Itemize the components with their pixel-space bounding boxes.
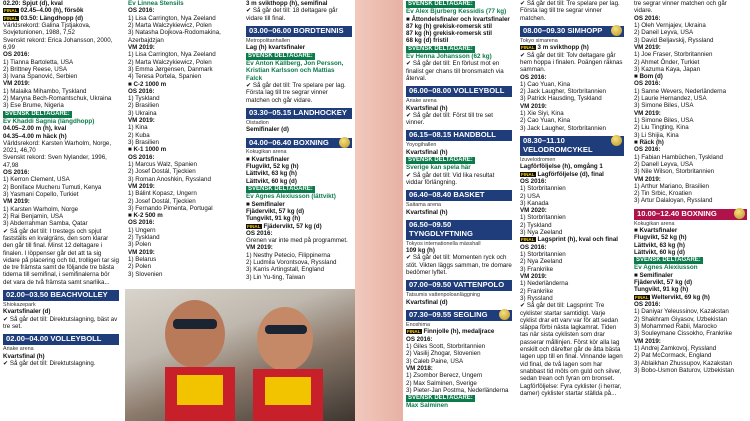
medal-icon (734, 208, 745, 219)
event-line: Kvartsfinaler (d) (3, 308, 51, 316)
event-line: 3 m svikthopp (h), semifinal (246, 0, 328, 7)
swedish-athlete: Ev Alex Bjurberg Kessidis (77 kg) (406, 8, 507, 16)
event-line: FINAL Weltervikt, 69 kg (h) (635, 293, 710, 301)
final-badge: FINAL (247, 223, 261, 229)
how-it-works: ✔ Så går det till: Momenten ryck och stöt. Vikten läggs samman, tre domare bedömer lyftet. (406, 254, 512, 277)
how-it-works: ✔ Så går det till: 18 deltagare går vidare till final. (246, 7, 338, 22)
swedish-athlete: Ev Agnes Alexiusson (634, 264, 698, 272)
final-badge: FINAL (635, 294, 649, 300)
swedish-athlete: Ev Linnea Stensils (128, 0, 184, 7)
schedule-band-water-polo: 07.00–09.50 VATTENPOLO (406, 280, 512, 291)
venue: Enoshima (406, 321, 430, 328)
schedule-band-basketball: 06.40–08.40 BASKET (406, 190, 512, 201)
schedule-band-diving: 08.00–09.30 SIMHOPP (520, 26, 624, 37)
schedule-band-boxing: 10.00–12.40 BOXNING (634, 209, 747, 220)
how-it-works: ✔ Så går det till: Direktutslagning. (3, 359, 96, 367)
event-line: FINAL Lagsprint (h), kval och final (521, 236, 618, 244)
column-3: 3 m svikthopp (h), semifinal ✔ Så går det till: 18 deltagare går vidare till final. 03.00–06.00 BORDTENNIS Metropolitanhallen Lag (h) kvartsfinaler SVENSK DELTAGARE: Ev Anton Källberg, Jon Persson, Kristian Karlsson och Mattias Falck ✔ Så går det till: Tre spelare per lag. Första lag till tre segrar vinner matchen och går vidare. 03.30–05.15 LANDHOCKEY Oistadion Semifinaler (d) 04.00–06.40 BOXNING Kokugikan arena ■ Kvartsfinaler Flugvikt, 52 kg (h) Lättvikt, 63 kg (h) Lättvikt, 60 kg (d) SVENSK DELTAGARE: Ev Agnes Alexiusson (lättvikt) ■ Semifinaler Fjädervikt, 57 kg (d) Tungvikt, 91 kg (h) FINAL Fjädervikt, 57 kg (d) OS 2016: Grenen var inte med på programmet. VM 2019: 1) Nesthy Petecio, Filippinerna 2) Ludmila Vorontsova, Ryssland 3) Karris Artingstall, England 3) Lin Yu-ting, Taiwan (243, 0, 355, 421)
column-5: SVENSK DELTAGARE: Ev Alex Bjurberg Kessidis (77 kg) ■ Åttondelsfinaler och kvartsfinaler 87 kg (h) grekisk-romersk stil 87 kg (h) grekisk-romersk stil 68 kg (d) fristil SVENSK DELTAGARE: Ev Henna Johansson (62 kg) ✔ Så går det till: En förlust mot en finalist ger chans till bronsmatch via återval. 06.00–08.00 VOLLEYBOLL Ariake arena Kvartsfinal (h) ✔ Så går det till: Först till tre set vinner. 06.15–08.15 HANDBOLL Yoyogihallen Kvartsfinal (h) SVENSK DELTAGARE: Sverige kan spela här ✔ Så går det till: Vid lika resultat viddar förlängning. 06.40–08.40 BASKET Saitama arena Kvartsfinal (h) 06.50–09.50 TYNGDLYFTNING Tokyos internationella mässhall 109 kg (h) ✔ Så går det till: Momenten ryck och stöt. Vikten läggs samman, tre domare bedömer lyftet. 07.00–09.50 VATTENPOLO Tatsumis vattenpoloanläggning Kvartsfinal (d) 07.30–09.55 SEGLING Enoshima FINAL Finnjolle (h), medaljrace OS 2016: 1) Giles Scott, Storbritannien 2) Vasilij Zhogar, Slovenien 3) Caleb Paine, USA VM 2018: 1) Zsombor Berecz, Ungern 2) Max Salminen, Sverige 3) Pieter-Jan Postma, Nederländerna SVENSK DELTAGARE: Max Salminen (406, 1, 512, 410)
venue: Shiokazepark (3, 302, 36, 309)
venue: Tokyo simarena (520, 37, 558, 44)
swedish-participant-label: SVENSK DELTAGARE: (5, 110, 70, 117)
schedule-band-sailing: 07.30–09.55 SEGLING (406, 310, 512, 321)
event-line: FINAL Lagförföljelse (d), final (521, 170, 604, 178)
final-badge: FINAL (4, 8, 18, 14)
swedish-athlete: Max Salminen (406, 402, 448, 410)
results-list: OS 2016: 1) Lisa Carrington, Nya Zeeland 2) Marta Walczykiewicz, Polen 3) Natasha Dojkova-Rodomakina, Azerbajdzjan VM 2019: 1) Lisa Carrington, Nya Zeeland 2) Marta Walczykiewicz, Polen 3) Emma Jørgensen, Danmark 4) Teresa Portela, Spanien ■ C-2 1000 m OS 2016: 1) Tyskland 2) Brasilien 3) Ukraina VM 2019: 1) Kina 2) Kuba 3) Brasilien ■ K-1 1000 m OS 2016: 1) Marcus Walz, Spanien 2) Josef Dostál, Tjeckien 3) Roman Anoshkin, Ryssland VM 2019: 1) Bálint Kopasz, Ungern 2) Josef Dostál, Tjeckien 3) Fernando Pimenta, Portugal ■ K-2 500 m OS 2016: 1) Ungern 2) Tyskland 3) Polen VM 2019: 1) Belarus 2) Polen 3) Slovenien (128, 7, 221, 278)
swedish-participant-label: SVENSK DELTAGARE: (408, 395, 473, 402)
how-it-works: ✔ Så går det till: En förlust mot en finalist ger chans till bronsmatch via återval. (406, 60, 504, 82)
medal-icon (611, 135, 622, 146)
venue: Kokugikan arena (634, 220, 675, 227)
schedule-band-table-tennis: 03.00–06.00 BORDTENNIS (246, 26, 352, 37)
event-line: Kvartsfinal (h) (3, 352, 45, 360)
final-badge: FINAL (521, 45, 535, 51)
photo-strip (355, 0, 403, 421)
how-it-works: ✔ Så går det till: Tre spelare per lag. Första lag till tre segrar vinner matchen och går vidare. (246, 81, 346, 104)
schedule-band-track-cycling: 08.30–11.10 VELODROMCYKEL (520, 136, 624, 156)
event-line: FINAL Fjädervikt, 57 kg (d) (247, 222, 322, 230)
schedule-band-beachvolley: 02.00–03.50 BEACHVOLLEY (3, 290, 119, 301)
column-6: ✔ Så går det till: Tre spelare per lag. Första lag till tre segrar vinner matchen. 08.00–09.30 SIMHOPP Tokyo simarena FINAL 3 m svikthopp (h) ✔ Så går det till: Tolv deltagare går hem hoppa i finalen. Poängen räknas samman. OS 2016: 1) Cao Yuan, Kina 2) Jack Laugher, Storbritannien 3) Patrick Hausding, Tyskland VM 2019: 1) Xie Siyi, Kina 2) Cao Yuan, Kina 3) Jack Laugher, Storbritannien 08.30–11.10 VELODROMCYKEL Izuvelodromen Lagförföljelse (h), omgång 1 FINAL Lagförföljelse (d), final OS 2016: 1) Storbritannien 2) USA 3) Kanada VM 2020: 1) Storbritannien 2) Tyskland 3) Nya Zeeland FINAL Lagsprint (h), kval och final OS 2016: 1) Storbritannien 2) Nya Zeeland 3) Frankrike VM 2019: 1) Nederländerna 2) Frankrike 3) Ryssland ✔ Så går det till: Lagsprint: Tre cyklister startar samtidigt. Varje cyklist drar ett varv var för att sedan släppa förbi nästa lagkamrat. Tiden tas när sista cyklisten som drar passerar mållinjen. Först kör alla lag enskilt och därefter går de åtta bästa lagen upp till en final. Vinnande lagen vid final, de två lagen som har snabbast tid möts om guld och silver, sedan trean och fyran om bronset. Lagförföljelse: Fyra cyklister (i herrar, damer) cyklister startar ställda på... (520, 0, 623, 397)
kayak-athletes-photo (125, 289, 355, 421)
swedish-participant-label: SVENSK DELTAGARE: (408, 157, 473, 164)
event-line: Semifinaler (d) (246, 126, 289, 134)
venue: Oistadion (246, 119, 269, 126)
record-list: 04.05–2.00 m (h), kval 04.35–4.00 m häck (h) Världsrekord: Karsten Warholm, Norge, 2021, 46,70 Svenskt rekord: Sven Nylander, 1996, 47,98 OS 2016: 1) Kerron Clement, USA 2) Boniface Mucheru Tumuti, Kenya 3) Yasmani Copello, Turkiet VM 2019: 1) Karsten Warholm, Norge 2) Rai Benjamin, USA 3) Abderrahman Samba, Qatar ✔ Så går det till: I trestegs och spjut fastställs en kvalgräns, den som klarar den går till final. Minst 12 deltagare i finalen. I löppenser går det att ta sig vidare på placering och tid, trolligen tar sig de tre främsta samt de följande tre bästa tiderna till semifinal, i semifinalerna bör det vara de två främsta samt snarlika... (3, 125, 119, 286)
venue: Yoyogihallen (406, 142, 437, 149)
how-it-works: ✔ Så går det till: Direktutslagning, bäst av tre set. (3, 315, 118, 331)
swedish-participant-label: SVENSK DELTAGARE: (636, 257, 701, 264)
final-badge: FINAL (521, 237, 535, 243)
medal-icon (611, 25, 622, 36)
venue: Ariake arena (406, 98, 437, 105)
swedish-athlete: Ev Henna Johansson (62 kg) (406, 52, 492, 60)
medal-icon (339, 137, 350, 148)
swedish-athlete: Ev Khaddi Sagnia (längdhopp) (3, 117, 95, 125)
swedish-athlete: Sverige kan spela här (406, 164, 471, 172)
final-badge: FINAL (4, 15, 18, 21)
how-it-works: ✔ Så går det till: Först till tre set vinner. (406, 111, 494, 127)
how-it-works: ✔ Så går det till: Lagsprint: Tre cyklister startar samtidigt. Varje cyklist drar ett varv var för att sedan släppa förbi nästa lagkamrat. Tiden tas när sista cyklisten som drar passerar mållinjen. Först kör alla lag enskilt och därefter går de åtta bästa lagen upp till en final. Vinnande lagen vid final, de två lagen som har snabbast tid möts om guld och silver, sedan trean och fyran om bronset. Lagförföljelse: Fyra cyklister (i herrar, damer) cyklister startar ställda på... (520, 302, 623, 397)
venue: Kokugikan arena (246, 149, 287, 156)
schedule-band-boxing: 04.00–06.40 BOXNING (246, 138, 352, 149)
how-it-works: ✔ Så går det till: Tre spelare per lag. Första lag till tre segrar vinner matchen. (520, 0, 620, 22)
event-line: Lag (h) kvartsfinaler (246, 44, 306, 52)
final-badge: FINAL (407, 329, 421, 335)
venue: Saitama arena (406, 202, 442, 209)
swedish-participant-label: SVENSK DELTAGARE: (248, 52, 313, 59)
final-badge: FINAL (521, 171, 535, 177)
venue: Izuvelodromen (520, 156, 556, 163)
schedule-band-field-hockey: 03.30–05.15 LANDHOCKEY (246, 108, 352, 119)
venue: Tatsumis vattenpoloanläggning (406, 292, 481, 299)
swedish-athlete: Ev Anton Källberg, Jon Persson, Kristian Karlsson och Mattias Falck (246, 59, 344, 82)
swedish-participant-label: SVENSK DELTAGARE: (248, 186, 313, 193)
swedish-participant-label: SVENSK DELTAGARE: (408, 1, 473, 7)
swedish-participant-label: SVENSK DELTAGARE: (408, 45, 473, 52)
how-it-works: ✔ Så går det till: Tolv deltagare går hem hoppa i finalen. Poängen räknas samman. (520, 51, 623, 74)
swedish-athlete: Ev Agnes Alexiusson (lättvikt) (246, 193, 336, 201)
schedule-band-volleyball: 02.00–04.00 VOLLEYBOLL (3, 334, 119, 345)
column-7: tre segrar vinner matchen och går vidare. OS 2016: 1) Oleh Vernjajev, Ukraina 2) Daneil Leyva, USA 3) David Beljavskij, Ryssland VM 2019: 1) Joe Fraser, Storbritannien 2) Ahmet Önder, Turkiet 3) Kazuma Kaya, Japan ■ Bom (d) OS 2016: 1) Sanne Wevers, Nederländerna 2) Laurie Hernandez, USA 3) Simone Biles, USA VM 2019: 1) Simone Biles, USA 2) Liu Tingting, Kina 3) Li Shijia, Kina ■ Räck (h) OS 2016: 1) Fabian Hambüchen, Tyskland 2) Danell Leyva, USA 3) Nile Wilson, Storbritannien VM 2019: 1) Arthur Mariano, Brasilien 2) Tin Srbic, Kroatien 3) Artur Dalaloyan, Ryssland 10.00–12.40 BOXNING Kokugikan arena ■ Kvartsfinaler Flugvikt, 52 kg (h) Lättvikt, 63 kg (h) Lättvikt, 60 kg (d) SVENSK DELTAGARE: Ev Agnes Alexiusson ■ Semifinaler Fjädervikt, 57 kg (d) Tungvikt, 91 kg (h) FINAL Weltervikt, 69 kg (h) OS 2016: 1) Daniyar Yeleussinov, Kazakstan 2) Shakhram Giyasov, Uzbekistan 3) Mohammed Rabii, Marocko 3) Souleymane Cissokho, Frankrike VM 2019: 1) Andrej Zamkovoj, Ryssland 2) Pat McCormack, England 3) Ablaikhan Zhussupov, Kazakstan 3) Bobo-Usmon Baturov, Uzbekistan (631, 0, 750, 421)
venue: Tokyos internationella mässhall (406, 240, 481, 247)
schedule-band-handball: 06.15–08.15 HANDBOLL (406, 130, 512, 141)
event-line: FINAL 02.45–4.00 (h), försök (4, 7, 84, 15)
event-line: FINAL 3 m svikthopp (h) (521, 44, 589, 52)
event-line: FINAL Finnjolle (h), medaljrace (407, 328, 495, 336)
venue: Ariake arena (3, 346, 34, 353)
column-1 (0, 0, 122, 421)
venue: Metropolitanhallen (246, 37, 291, 44)
schedule-band-weightlifting: 06.50–09.50 TYNGDLYFTNING (406, 220, 512, 240)
event-line: FINAL 03.50: Längdhopp (d) (4, 14, 84, 22)
record-list: Världsrekord: Galina Tjstjakova, Sovjetunionen, 1988, 7,52 Svenskt rekord: Erica Johansson, 2000, 6,99 OS 2016: 1) Tianna Bartoletta, USA 2) Brittney Reese, USA 3) Ivana Španović, Serbien VM 2019: 1) Malaika Mihambo, Tyskland 2) Maryna Bech-Romantschuk, Ukraina 3) Ese Brume, Nigeria (3, 21, 113, 110)
how-it-works: ✔ Så går det till: Vid lika resultat viddar förlängning. (406, 171, 495, 186)
medal-icon (499, 309, 510, 320)
schedule-band-volleyball: 06.00–08.00 VOLLEYBOLL (406, 86, 512, 97)
event-line: 02.20: Spjut (d), kval (3, 0, 63, 7)
